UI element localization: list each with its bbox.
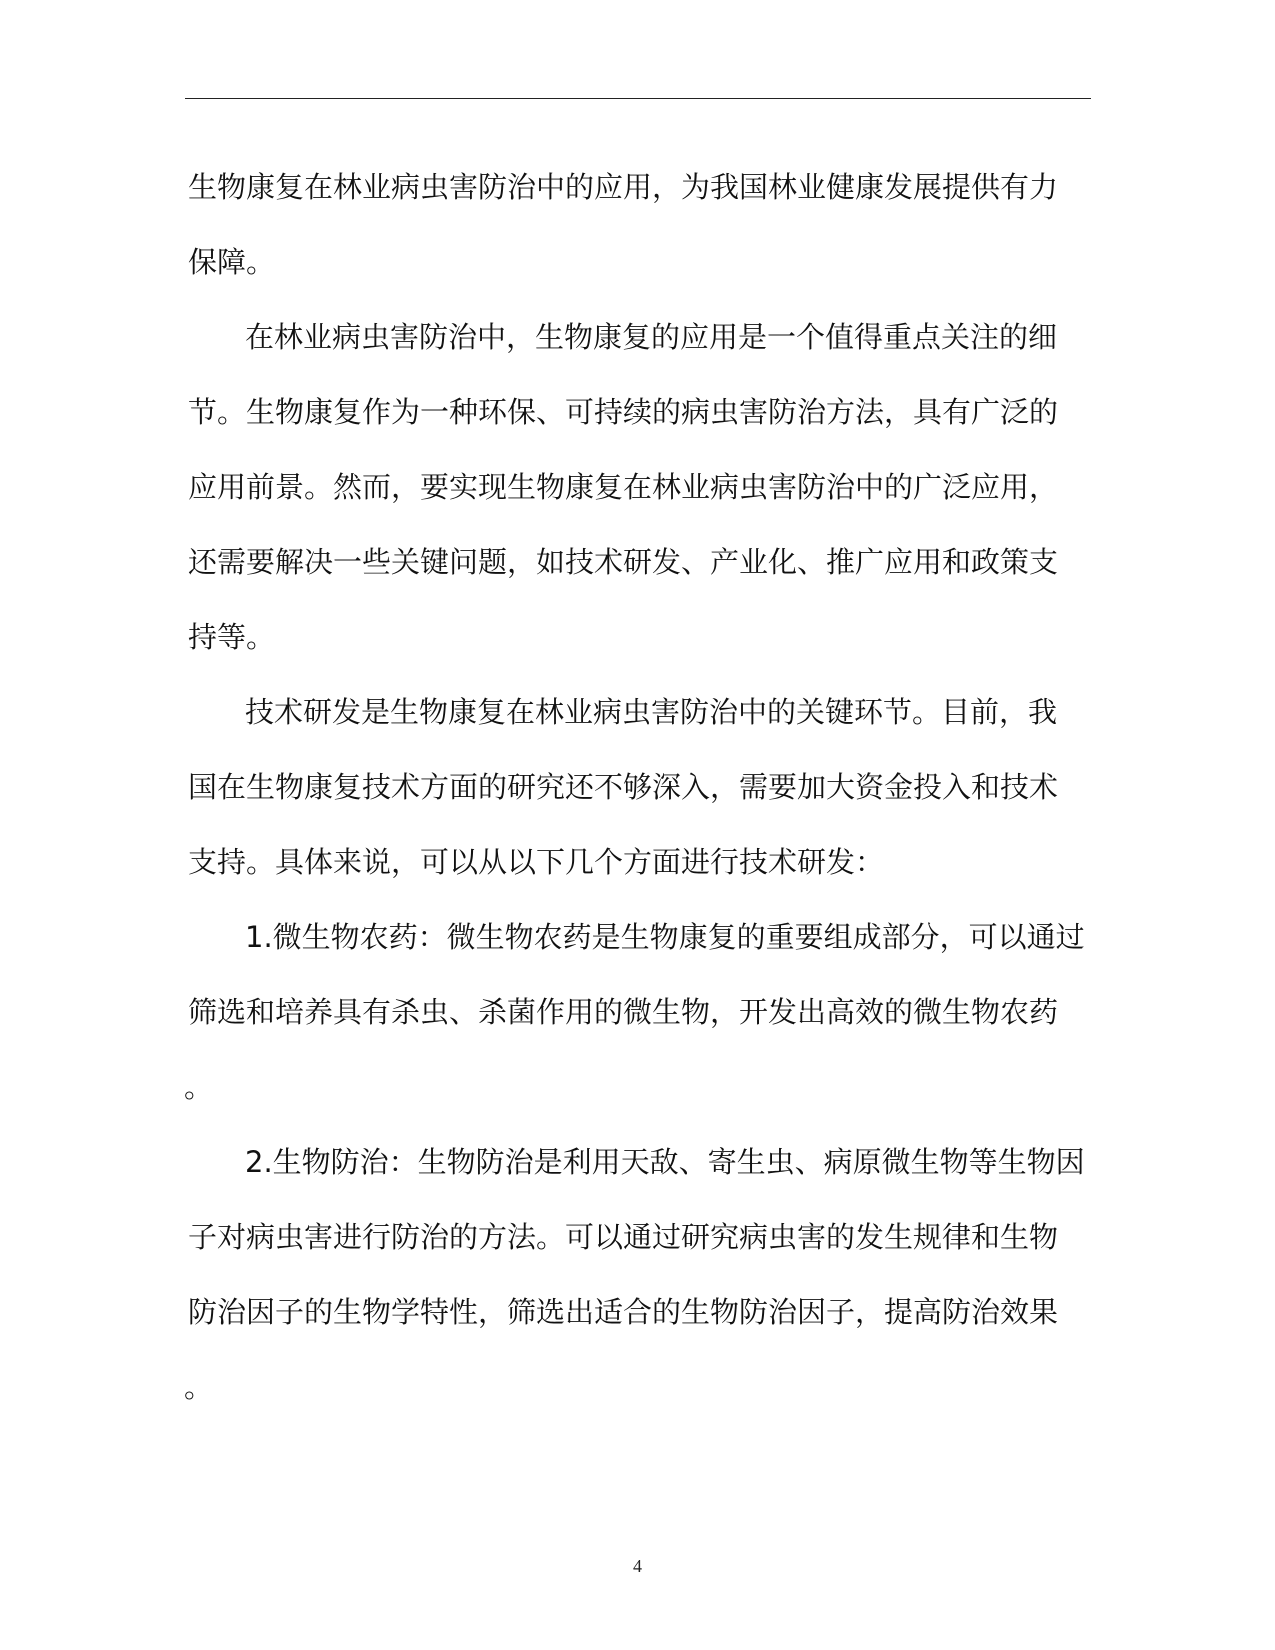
text-line: 1.微生物农药：微生物农药是生物康复的重要组成部分，可以通过 [245, 920, 1085, 954]
text-line: 防治因子的生物学特性，筛选出适合的生物防治因子，提高防治效果 [188, 1295, 1059, 1329]
text-line: 子对病虫害进行防治的方法。可以通过研究病虫害的发生规律和生物 [188, 1220, 1059, 1254]
text-line: 支持。具体来说，可以从以下几个方面进行技术研发： [188, 845, 885, 879]
text-line: 保障。 [188, 245, 276, 279]
text-line: 2.生物防治：生物防治是利用天敌、寄生虫、病原微生物等生物因 [245, 1145, 1085, 1179]
text-line: 筛选和培养具有杀虫、杀菌作用的微生物，开发出高效的微生物农药 [188, 995, 1059, 1029]
text-line: 应用前景。然而，要实现生物康复在林业病虫害防治中的广泛应用， [188, 470, 1059, 504]
paragraph [188, 675, 1094, 900]
text-line: 在林业病虫害防治中，生物康复的应用是一个值得重点关注的细 [245, 320, 1058, 354]
text-line: 生物康复在林业病虫害防治中的应用，为我国林业健康发展提供有力 [188, 170, 1059, 204]
text-line: 持等。 [188, 620, 276, 654]
page-number: 4 [633, 1556, 642, 1576]
text-line: 。 [184, 1070, 214, 1104]
paragraph [188, 150, 1094, 300]
text-line: 技术研发是生物康复在林业病虫害防治中的关键环节。目前，我 [245, 695, 1058, 729]
document-body [184, 150, 1094, 1425]
paragraph [184, 900, 1094, 1125]
paragraph [188, 300, 1094, 675]
paragraph [184, 1125, 1094, 1425]
header-rule [185, 98, 1091, 99]
text-line: 国在生物康复技术方面的研究还不够深入，需要加大资金投入和技术 [188, 770, 1059, 804]
text-line: 还需要解决一些关键问题，如技术研发、产业化、推广应用和政策支 [188, 545, 1059, 579]
text-line: 节。生物康复作为一种环保、可持续的病虫害防治方法，具有广泛的 [188, 395, 1059, 429]
text-line: 。 [184, 1370, 214, 1404]
